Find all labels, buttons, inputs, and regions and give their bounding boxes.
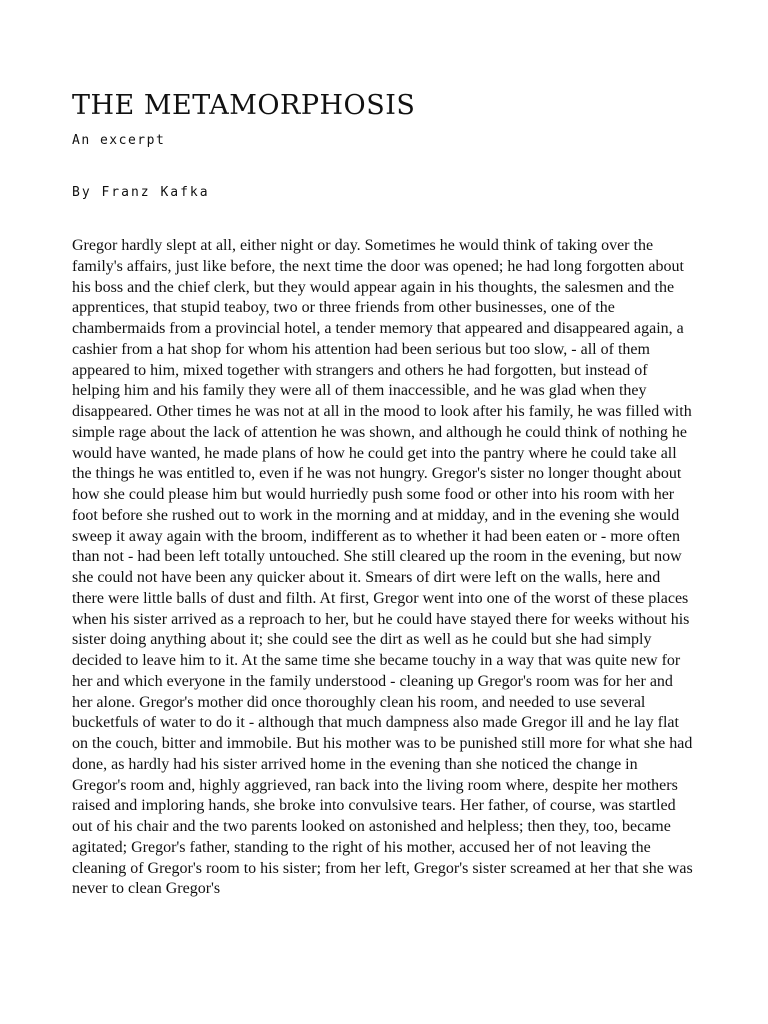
author-byline: By Franz Kafka xyxy=(72,185,210,200)
body-paragraph: Gregor hardly slept at all, either night or day. Sometimes he would think of taking over the family's affairs, just like before, the next time the door was opened; he had long forgotten about his boss and the chief clerk, but they would appear again in his thoughts, the salesmen and the apprentices, that stupid teaboy, two or three friends from other businesses, one of the chambermaids from a provincial hotel, a tender memory that appeared and disappeared again, a cashier from a hat shop for whom his attention had been serious but too slow, - all of them appeared to him, mixed together with strangers and others he had forgotten, but instead of helping him and his family they were all of them inaccessible, and he was glad when they disappeared. Other times he was not at all in the mood to look after his family, he was filled with simple rage about the lack of attention he was shown, and although he could think of nothing he would have wanted, he made plans of how he could get into the pantry where he could take all the things he was entitled to, even if he was not hungry. Gregor's sister no longer thought about how she could please him but would hurriedly push some food or other into his room with her foot before she rushed out to work in the morning and at midday, and in the evening she would sweep it away again with the broom, indifferent as to whether it had been eaten or - more often than not - had been left totally untouched. She still cleared up the room in the evening, but now she could not have been any quicker about it. Smears of dirt were left on the walls, here and there were little balls of dust and filth. At first, Gregor went into one of the worst of these places when his sister arrived as a reproach to her, but he could have stayed there for weeks without his sister doing anything about it; she could see the dirt as well as he could but she had simply decided to leave him to it. At the same time she became touchy in a way that was quite new for her and which everyone in the family understood - cleaning up Gregor's room was for her and her alone. Gregor's mother did once thoroughly clean his room, and needed to use several bucketfuls of water to do it - although that much dampness also made Gregor ill and he lay flat on the couch, bitter and immobile. But his mother was to be punished still more for what she had done, as hardly had his sister arrived home in the evening than she noticed the change in Gregor's room and, highly aggrieved, ran back into the living room where, despite her mothers raised and imploring hands, she broke into convulsive tears. Her father, of course, was startled out of his chair and the two parents looked on astonished and helpless; then they, too, became agitated; Gregor's father, standing to the right of his mother, accused her of not leaving the cleaning of Gregor's room to his sister; from her left, Gregor's sister screamed at her that she was never to clean Gregor's xyxy=(72,237,693,898)
document-subtitle: An excerpt xyxy=(72,133,166,148)
document-title: THE METAMORPHOSIS xyxy=(72,90,416,121)
